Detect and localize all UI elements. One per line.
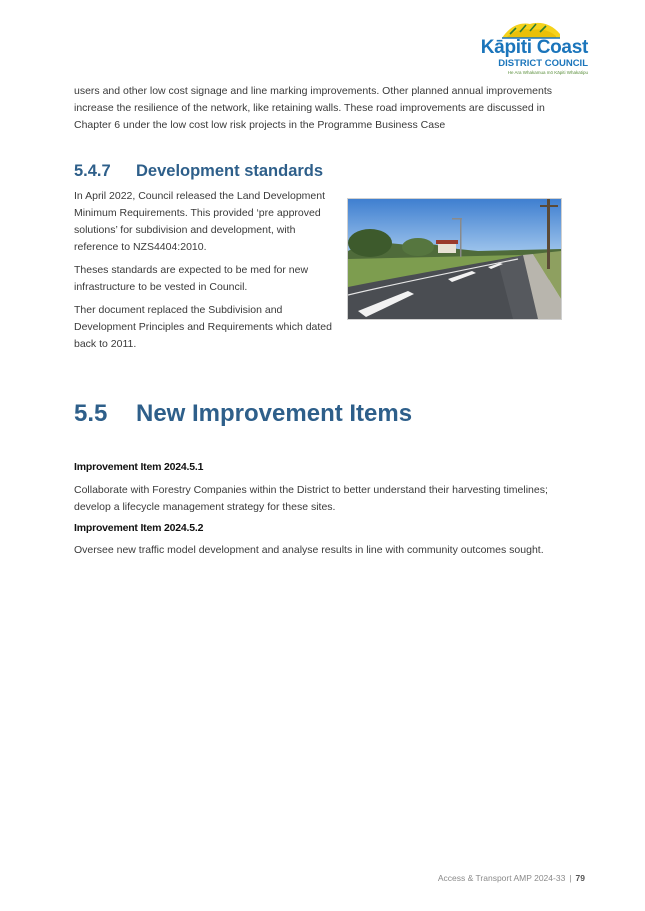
footer-document-title: Access & Transport AMP 2024-33 xyxy=(437,873,566,883)
page-number: 79 xyxy=(575,873,585,883)
improvement-item-text: Oversee new traffic model development and analyse results in line with community outcomes sought. xyxy=(74,544,544,556)
paragraph: In April 2022, Council released the Land Development Minimum Requirements. This provided ‘pre approved solutions’ for subdivision and development, with reference to NZS4404:2010. xyxy=(74,190,325,253)
section-number: 5.4.7 xyxy=(74,162,111,180)
intro-paragraph: users and other low cost signage and line marking improvements. Other planned annual improvements increase the resilience of the network, like retaining walls. These road improvements are discussed in Chapter 6 under the low cost low risk projects in the Programme Business Case xyxy=(74,85,553,131)
section-heading-55 xyxy=(74,400,412,428)
road-photo xyxy=(347,198,562,320)
logo-title: Kāpiti Coast xyxy=(480,37,588,58)
section-title: Development standards xyxy=(136,162,324,180)
paragraph: Ther document replaced the Subdivision and Development Principles and Requirements which dated back to 2011. xyxy=(74,304,332,350)
paragraph: Theses standards are expected to be med for new infrastructure to be vested in Council. xyxy=(74,264,309,293)
improvement-item-heading: Improvement Item 2024.5.2 xyxy=(74,522,204,534)
logo-tagline: He Ara Whakamua mō Kāpiti Whakatipu xyxy=(507,70,588,75)
section-heading-547 xyxy=(74,162,323,181)
logo-subtitle: DISTRICT COUNCIL xyxy=(498,58,588,69)
improvement-item-heading: Improvement Item 2024.5.1 xyxy=(74,461,204,473)
page-footer xyxy=(438,873,585,883)
footer-separator: | xyxy=(569,873,572,883)
section-title: New Improvement Items xyxy=(136,400,413,427)
development-standards-text xyxy=(74,188,336,359)
council-logo xyxy=(472,20,590,78)
improvement-item-text: Collaborate with Forestry Companies within the District to better understand their harvesting timelines; develop a lifecycle management strategy for these sites. xyxy=(74,484,548,513)
section-number: 5.5 xyxy=(74,400,108,427)
